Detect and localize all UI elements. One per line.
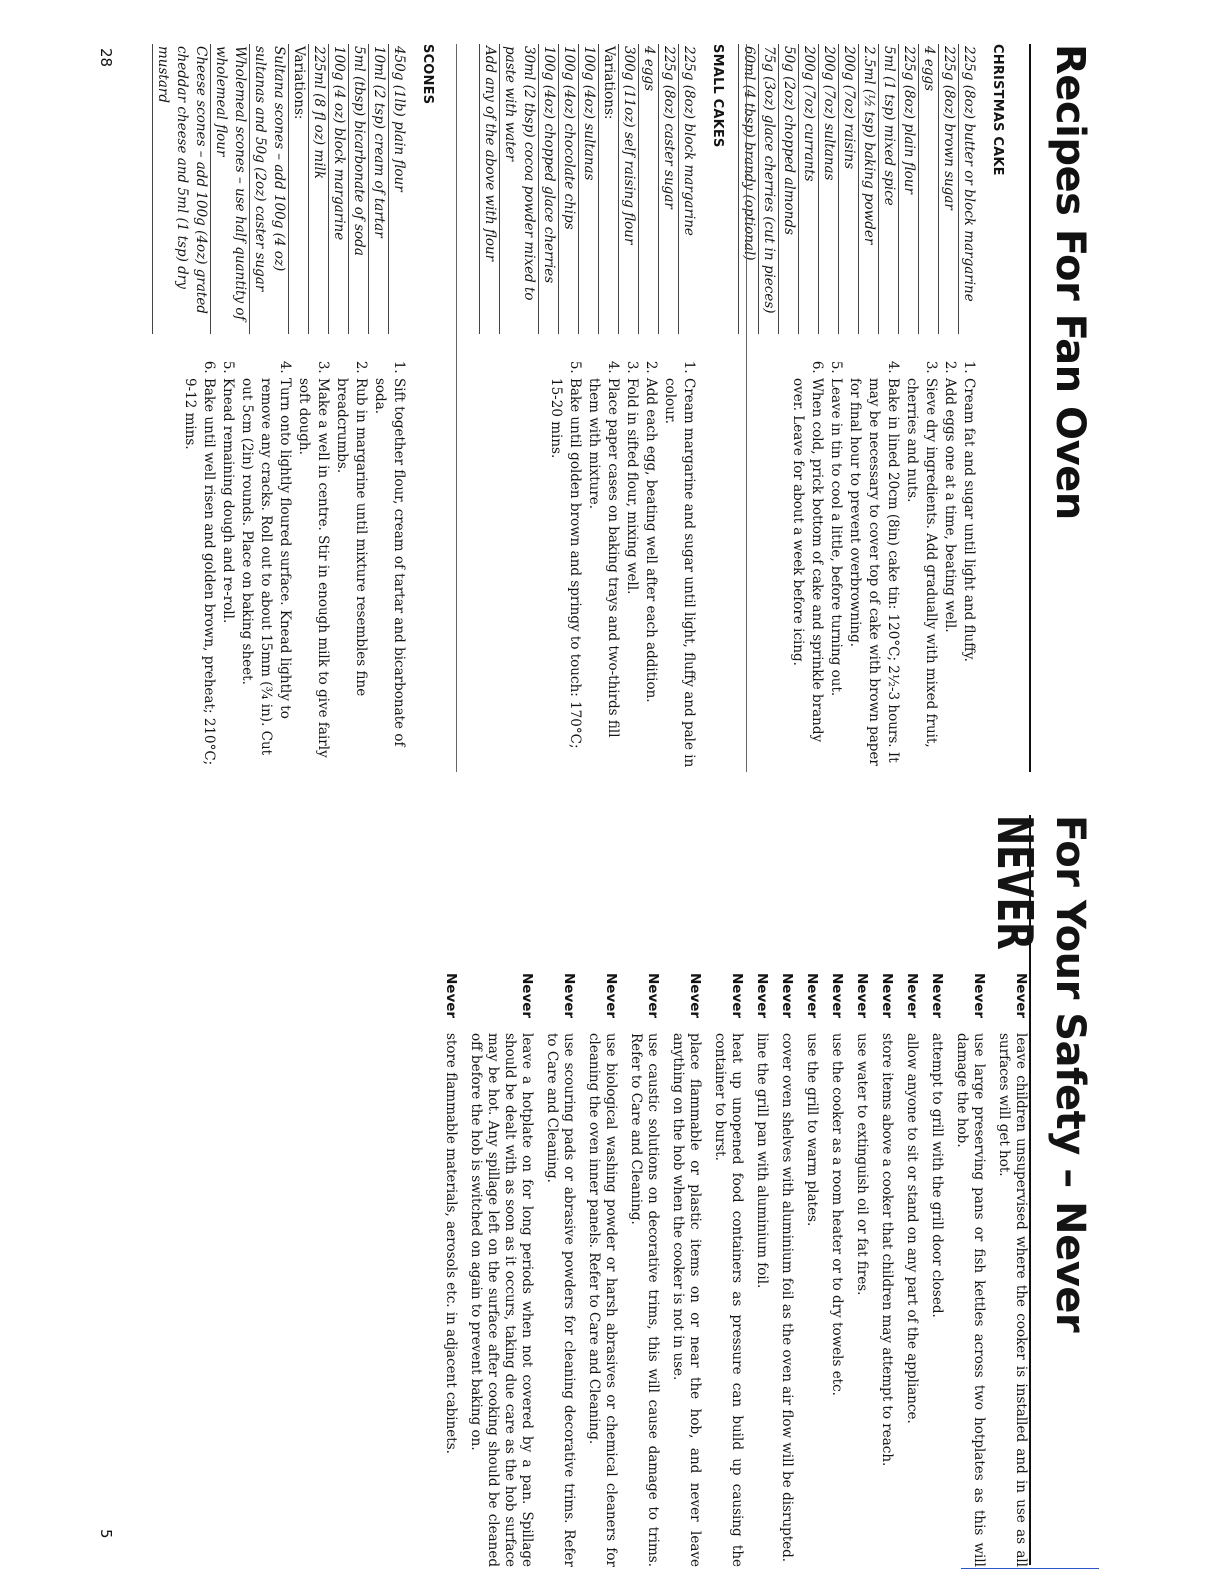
rule-keyword: Never (687, 973, 703, 1019)
safety-rule (753, 973, 770, 1567)
ingredient-item: Add any of the above with flour (479, 44, 499, 334)
rule-keyword: Never (729, 973, 745, 1019)
safety-rule (711, 973, 745, 1567)
method-step: 3. Make a well in centre. Stir in enough milk to give fairly soft dough. (294, 378, 332, 772)
rule-text: use biological washing powder or harsh abrasives or chemical cleaners for cleaning the oven inner panels. Refer to Care and Cleaning. (586, 1033, 619, 1567)
variations-label: Variations: (598, 44, 618, 334)
method-step: 2. Add each egg, beating well after each addition. (641, 378, 660, 772)
ingredient-item: Sultana scones – add 100g (4 oz) sultanas and 50g (2oz) caster sugar (249, 44, 288, 334)
safety-rule (878, 973, 895, 1567)
rule-text: use the cooker as a room heater or to dry towels etc. (829, 1033, 845, 1396)
ingredient-item: 100g (4oz) chopped glace cherries (538, 44, 558, 334)
rule-text: store flammable materials, aerosols etc. in adjacent cabinets. (443, 1033, 459, 1454)
rule-keyword: Never (754, 973, 770, 1019)
ingredient-item: 10ml (2 tsp) cream of tartar (368, 44, 388, 334)
rule-text: cover oven shelves with aluminium foil as the oven air flow will be disrupted. (779, 1033, 795, 1563)
safety-rule (442, 973, 459, 1567)
ingredient-item: 50g (2oz) chopped almonds (778, 44, 798, 334)
rule-text: leave children unsupervised where the cooker is installed and in use as all surfaces will get hot. (996, 1033, 1029, 1567)
safety-rule (803, 973, 820, 1567)
method-step: 4. Turn onto lightly floured surface. Knead lightly to remove any cracks. Roll out to about 15mm (¾ in). Cut out 5cm (2in) rounds. Place on baking sheet. (237, 378, 294, 772)
ingredient-item: 225g (8oz) butter or block margarine (958, 44, 978, 334)
safety-rule (928, 973, 945, 1567)
method-step: 6. When cold, prick bottom of cake and sprinkle brandy over. Leave for about a week before icing. (788, 378, 826, 772)
page-number: 5 (97, 1529, 115, 1539)
safety-rule (627, 973, 661, 1567)
ingredient-item: Cheese scones – add 100g (4oz) grated cheddar cheese and 5ml (1 tsp) dry mustard (152, 44, 210, 334)
rule-text: store items above a cooker that children may attempt to reach. (879, 1033, 895, 1467)
section-heading: SMALL CAKES (710, 44, 725, 148)
margin-link-line (961, 1568, 1099, 1569)
rule-keyword: Never (879, 973, 895, 1019)
safety-rule (828, 973, 845, 1567)
rule-keyword: Never (929, 973, 945, 1019)
method-step: 6. Bake until well risen and golden brown, preheat; 210°C; 9-12 mins. (180, 378, 218, 772)
method-step: 3. Sieve dry ingredients. Add gradually with mixed fruit, cherries and nuts. (902, 378, 940, 772)
safety-page (0, 793, 1225, 1585)
ingredient-item: 200g (7oz) sultanas (818, 44, 838, 334)
ingredient-item: Wholemeal scones – use half quantity of wholemeal flour (210, 44, 249, 334)
rule-keyword: Never (1013, 973, 1029, 1019)
safety-rule (995, 973, 1029, 1567)
ingredient-list (738, 44, 978, 334)
section-divider (746, 44, 747, 772)
rule-keyword: Never (645, 973, 661, 1019)
safety-rules-list (434, 973, 1029, 1567)
ingredient-item: 200g (7oz) currants (798, 44, 818, 334)
rule-text: line the grill pan with aluminium foil. (754, 1033, 770, 1289)
ingredient-item: 60ml (4 tbsp) brandy (optional) (738, 44, 758, 334)
page-title: For Your Safety – Never (1047, 815, 1093, 1333)
ingredient-item: 100g (4 oz) block margarine (328, 44, 348, 334)
safety-rule (467, 973, 535, 1567)
rule-text: use water to extinguish oil or fat fires. (854, 1033, 870, 1296)
ingredient-item: 200g (7oz) raisins (838, 44, 858, 334)
ingredient-item: 4 eggs (638, 44, 658, 334)
rule-text: leave a hotplate on for long periods when not covered by a pan. Spillage should be dealt with as soon as it occurs, taking due care as the hob surface may be hot. Any spillage left on the surface after cooking should be cleaned off before the hob is switched on again to prevent baking on. (468, 1033, 535, 1567)
ingredient-item: 100g (4oz) sultanas (578, 44, 598, 334)
ingredient-item: 225g (8oz) caster sugar (658, 44, 678, 334)
rule-text: use caustic solutions on decorative trims, this will cause damage to trims. Refer to Care and Cleaning. (628, 1033, 661, 1567)
method-step: 5. Bake until golden brown and springy to touch: 170°C; 15-20 mins. (546, 378, 584, 772)
rule-text: use large preserving pans or fish kettles across two hotplates as this will damage the hob. (954, 1033, 987, 1567)
rule-keyword: Never (443, 973, 459, 1019)
safety-rule (778, 973, 795, 1567)
small-cakes-section (479, 44, 725, 772)
page-number: 28 (97, 48, 115, 68)
never-heading: NEVER (985, 815, 1041, 950)
rule-keyword: Never (904, 973, 920, 1019)
safety-rule (953, 973, 987, 1567)
section-heading: SCONES (420, 44, 435, 105)
rule-text: use scouring pads or abrasive powders for cleaning decorative trims. Refer to Care and Cleaning. (544, 1033, 577, 1567)
method-step: 1. Cream margarine and sugar until light, fluffy and pale in colour. (660, 378, 698, 772)
rule-keyword: Never (971, 973, 987, 1019)
ingredient-item: 100g (4oz) chocolate chips (558, 44, 578, 334)
rule-text: place flammable or plastic items on or near the hob, and never leave anything on the hob when the cooker is not in use. (670, 1033, 703, 1567)
rule-text: allow anyone to sit or stand on any part of the appliance. (904, 1033, 920, 1424)
variations-label: Variations: (288, 44, 308, 334)
method-step: 4. Place paper cases on baking trays and two-thirds fill them with mixture. (584, 378, 622, 772)
ingredient-list (479, 44, 698, 334)
rule-keyword: Never (804, 973, 820, 1019)
ingredient-list (152, 44, 408, 334)
method-steps (479, 334, 698, 772)
ingredient-item: 5ml (tbsp) bicarbonate of soda (348, 44, 368, 334)
ingredient-item: 5ml (1 tsp) mixed spice (878, 44, 898, 334)
safety-rule (669, 973, 703, 1567)
method-step: 1. Sift together flour, cream of tartar and bicarbonate of soda. (370, 378, 408, 772)
ingredient-item: 30ml (2 tbsp) cocoa powder mixed to paste with water (499, 44, 538, 334)
method-step: 2. Rub in margarine until mixture resembles fine breadcrumbs. (332, 378, 370, 772)
rule-text: use the grill to warm plates. (804, 1033, 820, 1227)
ingredient-item: 2.5ml (½ tsp) baking powder (858, 44, 878, 334)
method-step: 1. Cream fat and sugar until light and fluffy. (959, 378, 978, 772)
rule-keyword: Never (829, 973, 845, 1019)
recipes-page (0, 0, 1225, 792)
ingredient-item: 75g (3oz) glace cherries (cut in pieces) (758, 44, 778, 334)
rule-text: attempt to grill with the grill door closed. (929, 1033, 945, 1318)
method-step: 2. Add eggs one at a time, beating well. (940, 378, 959, 772)
rule-keyword: Never (779, 973, 795, 1019)
page-title: Recipes For Fan Oven (1047, 44, 1093, 520)
ingredient-item: 450g (1lb) plain flour (388, 44, 408, 334)
safety-rule (903, 973, 920, 1567)
safety-rule (585, 973, 619, 1567)
method-step: 3. Fold in sifted flour, mixing well. (622, 378, 641, 772)
rule-text: heat up unopened food containers as pressure can build up causing the container to burst. (712, 1033, 745, 1567)
title-divider (1029, 44, 1031, 772)
safety-rule (543, 973, 577, 1567)
ingredient-item: 225g (8oz) brown sugar (938, 44, 958, 334)
section-divider (456, 44, 457, 772)
scones-section (152, 44, 435, 772)
method-step: 5. Knead remaining dough and re-roll. (218, 378, 237, 772)
rule-keyword: Never (561, 973, 577, 1019)
safety-rule (853, 973, 870, 1567)
method-step: 5. Leave in tin to cool a little, before turning out. (826, 378, 845, 772)
ingredient-item: 4 eggs (918, 44, 938, 334)
rule-keyword: Never (519, 973, 535, 1019)
section-heading: CHRISTMAS CAKE (990, 44, 1005, 176)
rule-keyword: Never (854, 973, 870, 1019)
christmas-cake-section (738, 44, 1005, 772)
ingredient-item: 225g (8oz) block margarine (678, 44, 698, 334)
rule-keyword: Never (603, 973, 619, 1019)
ingredient-item: 225g (8oz) plain flour (898, 44, 918, 334)
method-steps (152, 334, 408, 772)
method-steps (738, 334, 978, 772)
method-step: 4. Bake in lined 20cm (8in) cake tin: 120°C; 2½-3 hours. It may be necessary to cover top of cake with brown paper for final hour to prevent overbrowning. (845, 378, 902, 772)
ingredient-item: 300g (11oz) self raising flour (618, 44, 638, 334)
ingredient-item: 225ml (8 fl oz) milk (308, 44, 328, 334)
